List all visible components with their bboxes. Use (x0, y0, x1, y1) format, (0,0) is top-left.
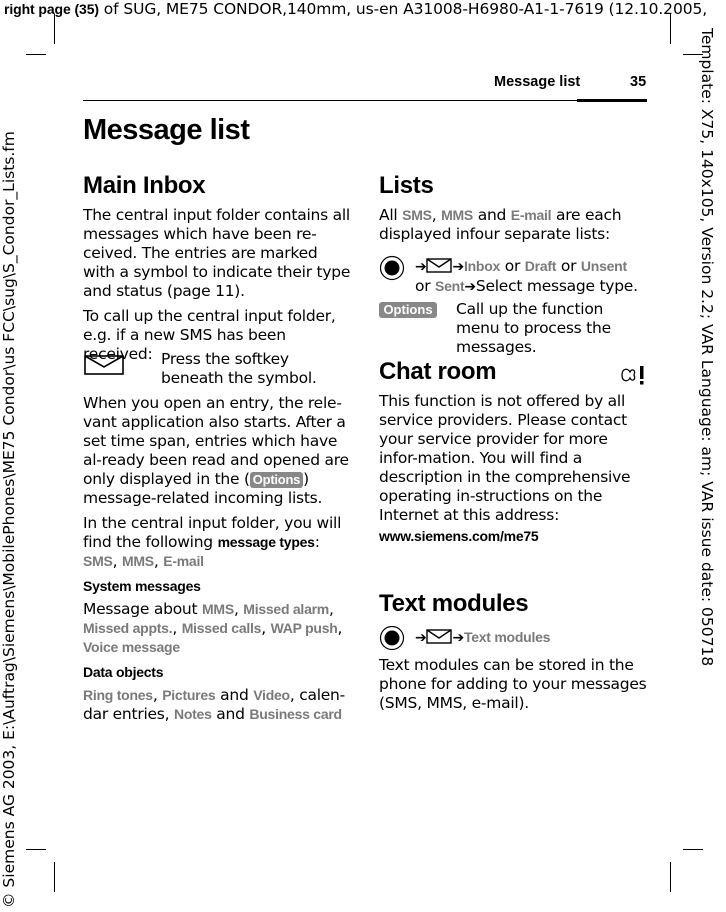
text-modules-heading: Text modules (379, 590, 529, 617)
text-modules-nav-path: ➔ ➔Text modules (415, 629, 551, 646)
options-softkey: Options (379, 302, 437, 318)
crop-mark (670, 862, 671, 892)
header-rule (83, 100, 647, 101)
lists-heading: Lists (379, 172, 434, 199)
envelope-icon (426, 629, 452, 644)
crop-mark (26, 849, 46, 850)
nav-key-icon (379, 255, 405, 281)
envelope-icon (426, 258, 452, 273)
paragraph: When you open an entry, the rele-vant application also starts. After a set time span, entries which have al-ready been read and opened are only displayed in the ( Options ) message-related incoming lists. (83, 394, 349, 507)
template-side-info: Template: X75, 140x105, Version 2.2; VAR Language: am; VAR issue date: 050718 (698, 28, 716, 667)
softkey-description: Press the softkey beneath the symbol. (161, 350, 317, 387)
main-inbox-body-2 (83, 394, 353, 724)
crop-mark (670, 14, 671, 44)
lists-nav-path: ➔ ➔Inbox or Draft or Unsent or Sent➔Select message type. (415, 257, 638, 295)
crop-mark (683, 849, 703, 850)
nav-key-icon (379, 625, 405, 651)
paragraph: This function is not offered by all service providers. Please contact your service provider for more infor-mation. You will find a description in the comprehensive operating in-structions on the Internet at this address: (379, 392, 631, 524)
page-number: 35 (630, 74, 647, 90)
data-objects-heading: Data objects (83, 664, 164, 680)
header-rule-thick (577, 99, 647, 102)
text-modules-body: Text modules can be stored in the phone for adding to your messages (SMS, MMS, e-mail). (379, 656, 647, 712)
page-title: Message list (83, 114, 250, 146)
provider-service-icon (619, 364, 647, 386)
crop-mark (54, 862, 55, 892)
crop-mark (26, 54, 46, 55)
system-messages-heading: System messages (83, 578, 201, 594)
running-title: Message list (494, 74, 581, 90)
crop-mark (54, 14, 55, 44)
paragraph: The central input folder contains all messages which have been re-ceived. The entries are marked with a symbol to indicate their type and status (page 11). (83, 206, 351, 300)
main-inbox-heading: Main Inbox (83, 172, 206, 199)
options-description: Call up the function menu to process the messages. (456, 300, 611, 356)
siemens-url[interactable]: www.siemens.com/me75 (379, 528, 539, 544)
paragraph: Ring tones, Pictures and Video, calen-dar entries, Notes and Business card (83, 686, 345, 723)
copyright-path: © Siemens AG 2003, E:\Auftrag\Siemens\MobilePhones\ME75 Condor\us FCC\sug\S_Condor_Lists.fm (0, 131, 18, 908)
lists-body (379, 206, 647, 244)
options-softkey: Options (250, 472, 303, 488)
envelope-icon (84, 355, 124, 375)
paragraph: In the central input folder, you will find the following message types: SMS, MMS, E-mail (83, 514, 342, 570)
chat-room-heading: Chat room (379, 358, 497, 385)
paragraph: All SMS, MMS and E-mail are each displayed infour separate lists: (379, 206, 622, 243)
paragraph: To call up the central input folder, e.g. if a new SMS has been received: (83, 307, 336, 363)
template-header: right page (35) of SUG, ME75 CONDOR,140mm, us-en A31008-H6980-A1-1-7619 (12.10.2005, (4, 0, 708, 18)
paragraph: Message about MMS, Missed alarm, Missed appts., Missed calls, WAP push, Voice message (83, 600, 343, 655)
main-inbox-body (83, 206, 353, 364)
chat-room-body (379, 392, 647, 546)
